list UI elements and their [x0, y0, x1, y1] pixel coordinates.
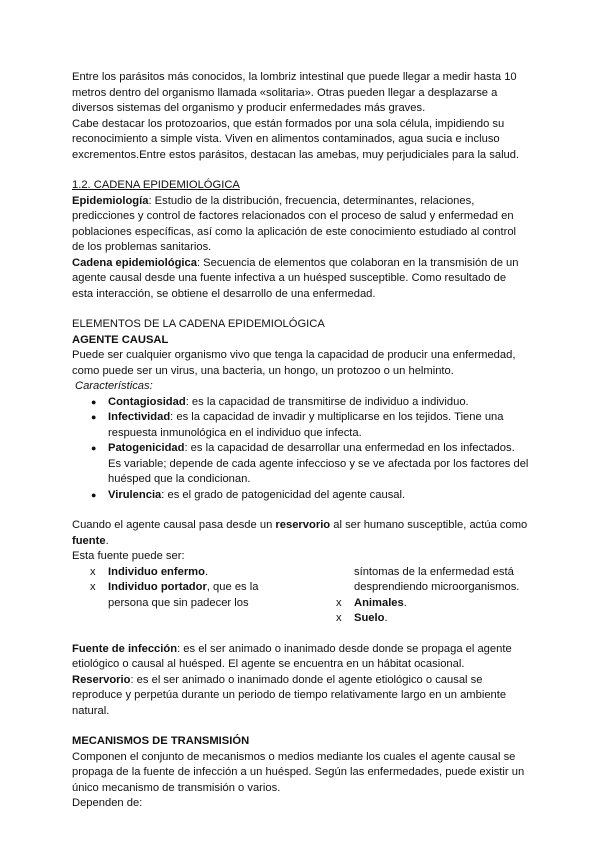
- reservorio-definition: [72, 673, 530, 720]
- fuentes-left-column: [72, 565, 322, 627]
- bullet-term: Contagiosidad: [108, 395, 186, 408]
- fuente-puede-ser: Esta fuente puede ser:: [72, 550, 185, 562]
- bullet-text: : es la capacidad de desarrollar una enfermedad en los infectados. Es variable; depende de cada agente infeccioso y se ve afectada por los factores del huésped que la condicionan.: [108, 442, 529, 485]
- portador-continuation-line: desprendiendo microorganismos.: [354, 581, 520, 593]
- fuente-infeccion-definition: [72, 642, 530, 673]
- epidemiologia-text: : Estudio de la distribución, frecuencia, determinantes, relaciones, predicciones y control de factores relacionados con el proceso de salud y enfermedad en poblaciones específicas, así como la aplicación de este conocimiento estudiado al control de los problemas sanitarios.: [72, 194, 517, 253]
- cadena-definition: [72, 256, 530, 303]
- portador-continuation: persona que sin padecer los: [108, 596, 249, 609]
- mecanismos-heading: MECANISMOS DE TRANSMISIÓN: [72, 735, 250, 747]
- bullet-text: : es la capacidad de transmitirse de individuo a individuo.: [185, 395, 469, 408]
- reservorio-def-term: Reservorio: [72, 673, 131, 686]
- list-item: [108, 488, 530, 504]
- fuente-infeccion-term: Fuente de infección: [72, 642, 178, 655]
- reservorio-intro-mid: al ser humano susceptible, actúa como: [330, 519, 528, 531]
- fuentes-columns: [72, 565, 530, 627]
- x-marker: x: [336, 596, 342, 609]
- fuente-term: fuente: [72, 534, 106, 547]
- caracteristicas-list: [72, 395, 530, 504]
- intro-paragraph-parasites: Entre los parásitos más conocidos, la lombriz intestinal que puede llegar a medir hasta 10 metros dentro del organismo llamada «solitaria». Otras pueden llegar a desplazarse a diversos sistemas del organismo y producir enfermedades más graves.: [72, 71, 517, 114]
- fuente-type-term: Individuo portador: [108, 581, 207, 593]
- fuente-type-term: Animales: [354, 596, 404, 609]
- cadena-text: : Secuencia de elementos que colaboran en la transmisión de un agente causal desde una fuente infectiva a un huésped susceptible. Como resultado de esta interacción, se obtiene el desarrollo de una enfermedad.: [72, 256, 519, 300]
- caracteristicas-label: Características:: [75, 380, 153, 392]
- section-heading-cadena: 1.2. CADENA EPIDEMIOLÓGICA: [72, 179, 240, 191]
- fuente-type-term: Individuo enfermo: [108, 565, 205, 578]
- bullet-term: Patogenicidad: [108, 442, 185, 454]
- portador-continuation-line: síntomas de la enfermedad está: [354, 565, 514, 578]
- fuente-type-term: Suelo: [354, 612, 385, 624]
- list-item: [90, 580, 322, 596]
- reservorio-intro: [72, 518, 530, 549]
- bullet-text: : es el grado de patogenicidad del agente causal.: [161, 488, 406, 501]
- elementos-heading: ELEMENTOS DE LA CADENA EPIDEMIOLÓGICA: [72, 318, 325, 330]
- list-item: [336, 611, 530, 627]
- fuente-type-text: .: [204, 565, 209, 578]
- reservorio-intro-pre: Cuando el agente causal pasa desde un: [72, 519, 276, 531]
- list-item: [108, 395, 530, 411]
- list-item: [108, 410, 530, 441]
- fuente-type-text: .: [384, 612, 388, 624]
- reservorio-intro-post: .: [105, 534, 109, 547]
- fuentes-right-column: [322, 565, 530, 627]
- x-marker: x: [90, 565, 96, 578]
- fuente-type-text: .: [403, 596, 407, 609]
- bullet-term: Virulencia: [108, 488, 162, 501]
- bullet-text: : es la capacidad de invadir y multiplicarse en los tejidos. Tiene una respuesta inmunológica en el individuo que infecta.: [108, 411, 504, 439]
- epidemiologia-term: Epidemiología: [72, 194, 149, 207]
- intro-paragraph-protozoa: Cabe destacar los protozoarios, que están formados por una sola célula, impidiendo su reconocimiento a simple vista. Viven en alimentos contaminados, agua sucia e incluso excrementos.Entre estos parásitos, destacan las amebas, muy perjudiciales para la salud.: [72, 117, 520, 161]
- reservorio-def-text: : es el ser animado o inanimado donde el agente etiológico o causal se reproduce y perpetúa durante un periodo de tiempo relativamente largo en un ambiente natural.: [72, 673, 507, 717]
- list-item: [90, 565, 322, 581]
- x-marker: x: [90, 581, 96, 593]
- agente-causal-definition: Puede ser cualquier organismo vivo que tenga la capacidad de producir una enfermedad, como puede ser un virus, una bacteria, un hongo, un protozoo o un helminto.: [72, 349, 516, 377]
- document-body: [72, 70, 530, 812]
- x-marker: x: [336, 612, 342, 624]
- epidemiologia-definition: [72, 194, 530, 256]
- bullet-term: Infectividad: [108, 411, 171, 423]
- cadena-term: Cadena epidemiológica: [72, 256, 197, 269]
- list-item: [108, 441, 530, 488]
- fuente-infeccion-text: : es el ser animado o inanimado desde donde se propaga el agente etiológico o causal al huésped. El agente se encuentra en un hábitat ocasional.: [72, 642, 512, 670]
- dependen-de: Dependen de:: [72, 797, 143, 809]
- reservorio-term: reservorio: [275, 519, 331, 531]
- fuente-type-text: , que es la: [206, 581, 259, 593]
- agente-causal-heading: AGENTE CAUSAL: [72, 333, 169, 346]
- list-item: [336, 596, 530, 612]
- mecanismos-text: Componen el conjunto de mecanismos o medios mediante los cuales el agente causal se propaga de la fuente de infección a un huésped. Según las enfermedades, puede existir un único mecanismo de transmisión o varios.: [72, 750, 525, 794]
